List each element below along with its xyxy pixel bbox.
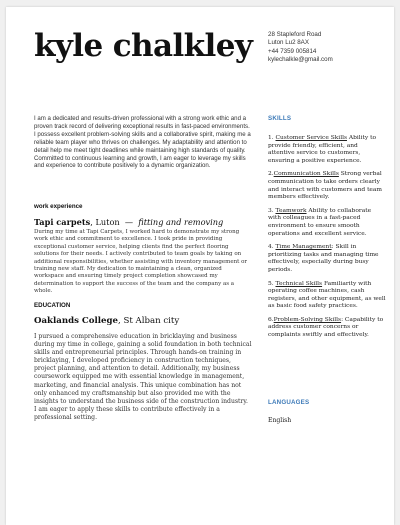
skill-label: Teamwork (275, 207, 307, 214)
main-column (34, 115, 252, 421)
skill-item: 4. Time Management: Skill in prioritizing tasks and managing time effectively, especially during busy periods. (268, 244, 379, 273)
skill-label: Time Management (275, 244, 332, 251)
skill-number: 3. (268, 207, 274, 214)
side-column (268, 115, 386, 424)
address-line-2: Luton Lu2 8AX (268, 39, 309, 47)
skills-list (268, 135, 386, 346)
education-description: I pursued a comprehensive education in bricklaying and business during my time in college, gaining a solid foundation in both technical skills and entrepreneurial principles. Through hands-on training in bricklaying, I developed proficiency in construction techniques, project planning, and attention to detail. Additionally, my business coursework equipped me with essential knowledge in management, marketing, and financial analysis. This unique combination has not only enhanced my craftsmanship but also provided me with the insights to understand the business side of the construction industry. I am eager to apply these skills to contribute effectively in a professional setting. (34, 333, 252, 421)
phone-number: +44 7359 005814 (268, 47, 317, 55)
school-name: Oaklands College (34, 316, 118, 326)
skill-description: Capability to address customer concerns or complaints swiftly and effectively. (268, 316, 384, 339)
candidate-name: kyle chalkley (34, 28, 253, 64)
skill-description: Skill in prioritizing tasks and managing time effectively, especially during busy periods. (268, 244, 379, 273)
skill-description: Familiarity with operating coffee machines, cash registers, and other equipment, as well as basic food safety practices. (268, 280, 386, 310)
skill-number: 2. (268, 171, 274, 178)
skill-number: 1. (268, 135, 274, 141)
job-title-line: Tapi carpets, Luton — fitting and removing (34, 217, 224, 227)
education-entry (34, 316, 252, 422)
summary-paragraph: I am a dedicated and results-driven professional with a strong work ethic and a proven track record of delivering exceptional results in fast-paced environments. I possess excellent problem-solving skills and a collaborative spirit, making me a reliable team player who thrives on challenges. My adaptability and attention to detail help me meet tight deadlines while maintaining high standards of quality. Committed to continuous learning and growth, I am eager to leverage my skills and experience to contribute positively to a dynamic organization. (34, 115, 251, 170)
language-item: English (268, 417, 292, 424)
skill-item (268, 281, 386, 311)
languages-heading: LANGUAGES (268, 399, 310, 406)
skill-item: 6.Problem-Solving Skills: Capability to address customer concerns or complaints swiftly and effectively. (268, 316, 384, 339)
job-role: fitting and removing (138, 217, 224, 227)
education-title-line: Oaklands College, St Alban city (34, 316, 180, 326)
skill-label: Technical Skills (275, 280, 323, 287)
skills-heading: SKILLS (268, 115, 292, 122)
skill-item (268, 135, 386, 165)
school-location: St Alban city (123, 316, 180, 326)
email-address: kylechalkle@gmail.com (268, 55, 333, 63)
job-location: Luton (95, 217, 120, 227)
skill-label: Problem-Solving Skills (273, 316, 342, 323)
work-experience-heading: work experience (34, 203, 83, 210)
company-name: Tapi carpets (34, 217, 91, 227)
job-description: During my time at Tapi Carpets, I worked hard to demonstrate my strong work ethic and commitment to excellence. I took pride in providing exceptional customer service, helping clients find the perfect flooring solutions for their needs. I actively contributed to team goals by taking on additional responsibilities, whether assisting with inventory management or training new staff. My dedication to maintaining a clean, organized workspace and ensuring timely project completion showcased my determination to support the success of the team and the company as a whole. (34, 229, 248, 295)
skill-label: Customer Service Skills (275, 135, 347, 141)
job-entry (34, 217, 252, 296)
skill-description: Ability to provide friendly, efficient, and attentive service to customers, ensuring a positive experience. (268, 135, 377, 164)
education-heading: EDUCATION (34, 302, 71, 309)
skill-item (268, 171, 386, 201)
skill-number: 5. (268, 280, 274, 287)
contact-block (268, 31, 333, 64)
resume-page (6, 7, 394, 525)
skill-description: Strong verbal communication to take orders clearly and interact with customers and team members effectively. (268, 171, 383, 201)
address-line-1: 28 Stapleford Road (268, 31, 322, 38)
skill-number: 4. (268, 244, 274, 251)
skill-label: Communication Skills (273, 171, 339, 178)
skill-description: Ability to collaborate with colleagues in a fast-paced environment to ensure smooth operations and excellent service. (268, 207, 372, 237)
skill-number: 6. (268, 316, 274, 323)
skill-item (268, 208, 386, 238)
